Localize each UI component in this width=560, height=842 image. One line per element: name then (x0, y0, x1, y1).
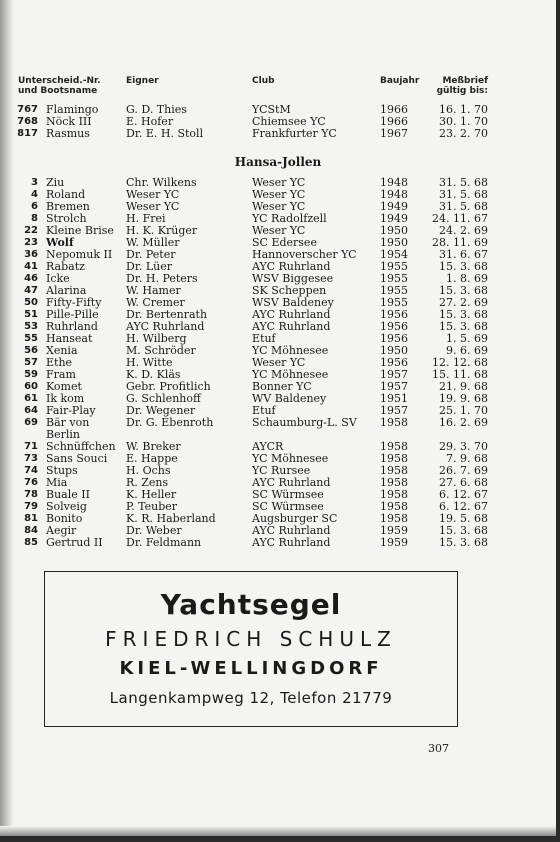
header-number-line1: Unterscheid.-Nr. (18, 76, 101, 86)
build-year: 1955 (380, 296, 408, 309)
boat-name: Berlin (46, 428, 80, 441)
build-year: 1956 (380, 308, 408, 321)
boat-number: 53 (24, 321, 38, 332)
boat-name: Kleine Brise (46, 224, 114, 237)
build-year: 1948 (380, 176, 408, 189)
ad-company-name: FRIEDRICH SCHULZ (105, 627, 397, 651)
ad-address: Langenkampweg 12, Telefon 21779 (109, 689, 393, 707)
build-year: 1958 (380, 488, 408, 501)
boat-club: Hannoverscher YC (252, 248, 357, 261)
boat-owner: H. Ochs (126, 464, 171, 477)
boat-owner: Dr. H. Peters (126, 272, 198, 285)
boat-club: AYC Ruhrland (252, 308, 331, 321)
boat-number: 46 (24, 273, 38, 284)
build-year: 1956 (380, 320, 408, 333)
certificate-valid-until: 9. 6. 69 (446, 344, 488, 357)
boat-number: 84 (24, 525, 38, 536)
boat-owner: Weser YC (126, 200, 180, 213)
build-year: 1966 (380, 103, 408, 116)
build-year: 1949 (380, 200, 408, 213)
build-year: 1955 (380, 284, 408, 297)
boat-owner: K. D. Kläs (126, 368, 181, 381)
boat-name: Nöck III (46, 115, 92, 128)
certificate-valid-until: 1. 8. 69 (446, 272, 488, 285)
boat-number: 59 (24, 369, 38, 380)
certificate-valid-until: 28. 11. 69 (432, 236, 488, 249)
boat-name: Bonito (46, 512, 83, 525)
table-row (0, 417, 556, 429)
build-year: 1950 (380, 236, 408, 249)
boat-number: 36 (24, 249, 38, 260)
boat-number: 61 (24, 393, 38, 404)
boat-owner: Chr. Wilkens (126, 176, 197, 189)
advertisement-box (44, 571, 458, 727)
page-edge-shadow (0, 826, 556, 836)
certificate-valid-until: 21. 9. 68 (439, 380, 488, 393)
boat-owner: Dr. Weber (126, 524, 182, 537)
boat-number: 69 (24, 417, 38, 428)
boat-number: 22 (24, 225, 38, 236)
certificate-valid-until: 24. 11. 67 (432, 212, 488, 225)
certificate-valid-until: 31. 5. 68 (439, 200, 488, 213)
boat-name: Fifty-Fifty (46, 296, 102, 309)
build-year: 1959 (380, 536, 408, 549)
boat-number: 55 (24, 333, 38, 344)
boat-club: AYCR (252, 440, 284, 453)
boat-name: Sans Souci (46, 452, 108, 465)
boat-club: Etuf (252, 332, 276, 345)
boat-owner: Dr. Peter (126, 248, 176, 261)
boat-club: Etuf (252, 404, 276, 417)
boat-club: Weser YC (252, 356, 306, 369)
build-year: 1958 (380, 440, 408, 453)
boat-name: Gertrud II (46, 536, 103, 549)
boat-club: Augsburger SC (252, 512, 338, 525)
boat-name: Nepomuk II (46, 248, 113, 261)
boat-owner: H. K. Krüger (126, 224, 198, 237)
boat-owner: Gebr. Profitlich (126, 380, 211, 393)
certificate-valid-until: 26. 7. 69 (439, 464, 488, 477)
build-year: 1954 (380, 248, 408, 261)
ad-title: Yachtsegel (160, 588, 342, 621)
boat-number: 74 (24, 465, 38, 476)
boat-name: Rabatz (46, 260, 85, 273)
page-number: 307 (428, 742, 449, 755)
header-cert-line2: gültig bis: (436, 86, 488, 96)
boat-number: 57 (24, 357, 38, 368)
boat-owner: K. R. Haberland (126, 512, 216, 525)
header-cert-line1: Meßbrief (442, 76, 488, 86)
build-year: 1958 (380, 416, 408, 429)
boat-number: 73 (24, 453, 38, 464)
certificate-valid-until: 30. 1. 70 (439, 115, 488, 128)
certificate-valid-until: 15. 3. 68 (439, 524, 488, 537)
build-year: 1967 (380, 127, 408, 140)
boat-name: Stups (46, 464, 78, 477)
boat-name: Solveig (46, 500, 87, 513)
build-year: 1957 (380, 368, 408, 381)
boat-name: Roland (46, 188, 86, 201)
boat-owner: R. Zens (126, 476, 169, 489)
boat-number: 47 (24, 285, 38, 296)
certificate-valid-until: 15. 3. 68 (439, 536, 488, 549)
header-number-line2: und Bootsname (18, 86, 98, 96)
boat-owner: M. Schröder (126, 344, 196, 357)
build-year: 1958 (380, 452, 408, 465)
boat-number: 6 (31, 201, 38, 212)
boat-club: YC Möhnesee (252, 368, 329, 381)
boat-number: 71 (24, 441, 38, 452)
boat-owner: Dr. Wegener (126, 404, 196, 417)
boat-owner: K. Heller (126, 488, 177, 501)
boat-number: 50 (24, 297, 38, 308)
certificate-valid-until: 1. 5. 69 (446, 332, 488, 345)
build-year: 1958 (380, 476, 408, 489)
boat-club: AYC Ruhrland (252, 536, 331, 549)
build-year: 1957 (380, 404, 408, 417)
boat-club: Weser YC (252, 176, 306, 189)
build-year: 1950 (380, 344, 408, 357)
build-year: 1958 (380, 500, 408, 513)
boat-club: Frankfurter YC (252, 127, 337, 140)
hansa-jollen-list (0, 177, 556, 549)
boat-name: Buale II (46, 488, 90, 501)
boat-name: Ziu (46, 176, 65, 189)
section-title: Hansa-Jollen (234, 155, 322, 169)
boat-club: YC Rursee (252, 464, 311, 477)
certificate-valid-until: 31. 5. 68 (439, 176, 488, 189)
boat-club: AYC Ruhrland (252, 476, 331, 489)
certificate-valid-until: 27. 2. 69 (439, 296, 488, 309)
certificate-valid-until: 24. 2. 69 (439, 224, 488, 237)
boat-name: Flamingo (46, 103, 99, 116)
boat-owner: G. D. Thies (126, 103, 187, 116)
build-year: 1951 (380, 392, 408, 405)
build-year: 1956 (380, 332, 408, 345)
boat-owner: Dr. Lüer (126, 260, 173, 273)
boat-owner: E. Hofer (126, 115, 174, 128)
boat-club: YCStM (252, 103, 291, 116)
boat-number: 41 (24, 261, 38, 272)
certificate-valid-until: 12. 12. 68 (432, 356, 488, 369)
certificate-valid-until: 15. 3. 68 (439, 260, 488, 273)
boat-number: 79 (24, 501, 38, 512)
boat-name: Xenia (46, 344, 78, 357)
boat-name: Bremen (46, 200, 90, 213)
certificate-valid-until: 19. 9. 68 (439, 392, 488, 405)
boat-owner: P. Teuber (126, 500, 178, 513)
boat-number: 64 (24, 405, 38, 416)
build-year: 1955 (380, 272, 408, 285)
boat-owner: Dr. Feldmann (126, 536, 202, 549)
certificate-valid-until: 16. 2. 69 (439, 416, 488, 429)
certificate-valid-until: 19. 5. 68 (439, 512, 488, 525)
boat-club: WSV Biggesee (252, 272, 334, 285)
boat-number: 767 (17, 104, 38, 115)
boat-owner: Dr. Bertenrath (126, 308, 208, 321)
boat-owner: AYC Ruhrland (126, 320, 205, 333)
certificate-valid-until: 15. 3. 68 (439, 320, 488, 333)
boat-club: Schaumburg-L. SV (252, 416, 357, 429)
boat-club: Weser YC (252, 188, 306, 201)
build-year: 1950 (380, 224, 408, 237)
boat-club: Chiemsee YC (252, 115, 326, 128)
boat-name: Ethe (46, 356, 73, 369)
boat-number: 3 (31, 177, 38, 188)
top-boat-list (0, 104, 556, 140)
boat-club: SC Würmsee (252, 488, 324, 501)
boat-name: Fair-Play (46, 404, 96, 417)
ad-place: KIEL-WELLINGDORF (119, 658, 383, 679)
certificate-valid-until: 16. 1. 70 (439, 103, 488, 116)
boat-number: 817 (17, 128, 38, 139)
boat-name: Pille-Pille (46, 308, 99, 321)
boat-name: Bär von (46, 416, 90, 429)
boat-number: 768 (17, 116, 38, 127)
boat-club: Bonner YC (252, 380, 312, 393)
boat-name: Aegir (46, 524, 77, 537)
boat-club: AYC Ruhrland (252, 260, 331, 273)
boat-number: 76 (24, 477, 38, 488)
boat-club: Weser YC (252, 200, 306, 213)
header-club: Club (252, 76, 275, 86)
build-year: 1959 (380, 524, 408, 537)
build-year: 1955 (380, 260, 408, 273)
boat-owner: Dr. E. H. Stoll (126, 127, 204, 140)
boat-owner: W. Hamer (126, 284, 181, 297)
table-row (0, 537, 556, 549)
boat-club: YC Radolfzell (252, 212, 327, 225)
boat-owner: G. Schlenhoff (126, 392, 201, 405)
boat-name: Hanseat (46, 332, 93, 345)
boat-name: Alarina (46, 284, 87, 297)
boat-number: 56 (24, 345, 38, 356)
boat-number: 78 (24, 489, 38, 500)
boat-club: SK Scheppen (252, 284, 327, 297)
header-number-name (18, 76, 128, 96)
boat-name: Strolch (46, 212, 87, 225)
boat-number: 23 (24, 237, 38, 248)
header-owner: Eigner (126, 76, 159, 86)
boat-name: Schnüffchen (46, 440, 116, 453)
boat-owner: Weser YC (126, 188, 180, 201)
boat-number: 60 (24, 381, 38, 392)
certificate-valid-until: 31. 6. 67 (439, 248, 488, 261)
build-year: 1957 (380, 380, 408, 393)
certificate-valid-until: 6. 12. 67 (439, 500, 488, 513)
boat-number: 51 (24, 309, 38, 320)
boat-number: 85 (24, 537, 38, 548)
certificate-valid-until: 27. 6. 68 (439, 476, 488, 489)
boat-name: Ik kom (46, 392, 85, 405)
boat-club: SC Würmsee (252, 500, 324, 513)
boat-number: 4 (31, 189, 38, 200)
boat-owner: W. Cremer (126, 296, 185, 309)
boat-name: Ruhrland (46, 320, 98, 333)
build-year: 1958 (380, 512, 408, 525)
boat-number: 81 (24, 513, 38, 524)
header-certificate (432, 76, 488, 96)
boat-club: AYC Ruhrland (252, 524, 331, 537)
certificate-valid-until: 31. 5. 68 (439, 188, 488, 201)
boat-club: Weser YC (252, 224, 306, 237)
header-year: Baujahr (380, 76, 420, 86)
certificate-valid-until: 6. 12. 67 (439, 488, 488, 501)
boat-name: Mia (46, 476, 68, 489)
build-year: 1948 (380, 188, 408, 201)
boat-number: 8 (31, 213, 38, 224)
boat-owner: W. Breker (126, 440, 181, 453)
boat-club: SC Edersee (252, 236, 317, 249)
boat-name: Icke (46, 272, 70, 285)
certificate-valid-until: 23. 2. 70 (439, 127, 488, 140)
boat-club: YC Möhnesee (252, 344, 329, 357)
boat-owner: Dr. G. Ebenroth (126, 416, 214, 429)
boat-club: AYC Ruhrland (252, 320, 331, 333)
boat-owner: E. Happe (126, 452, 178, 465)
build-year: 1966 (380, 115, 408, 128)
build-year: 1949 (380, 212, 408, 225)
boat-club: YC Möhnesee (252, 452, 329, 465)
boat-name: Komet (46, 380, 82, 393)
boat-owner: H. Witte (126, 356, 173, 369)
certificate-valid-until: 7. 9. 68 (446, 452, 488, 465)
boat-owner: H. Frei (126, 212, 166, 225)
boat-name: Wolf (46, 236, 74, 249)
boat-owner: H. Wilberg (126, 332, 187, 345)
certificate-valid-until: 15. 11. 68 (432, 368, 488, 381)
boat-club: WV Baldeney (252, 392, 327, 405)
certificate-valid-until: 25. 1. 70 (439, 404, 488, 417)
boat-name: Fram (46, 368, 76, 381)
certificate-valid-until: 15. 3. 68 (439, 308, 488, 321)
certificate-valid-until: 29. 3. 70 (439, 440, 488, 453)
build-year: 1958 (380, 464, 408, 477)
certificate-valid-until: 15. 3. 68 (439, 284, 488, 297)
table-row (0, 128, 556, 140)
build-year: 1956 (380, 356, 408, 369)
boat-name: Rasmus (46, 127, 90, 140)
boat-owner: W. Müller (126, 236, 180, 249)
boat-club: WSV Baldeney (252, 296, 334, 309)
